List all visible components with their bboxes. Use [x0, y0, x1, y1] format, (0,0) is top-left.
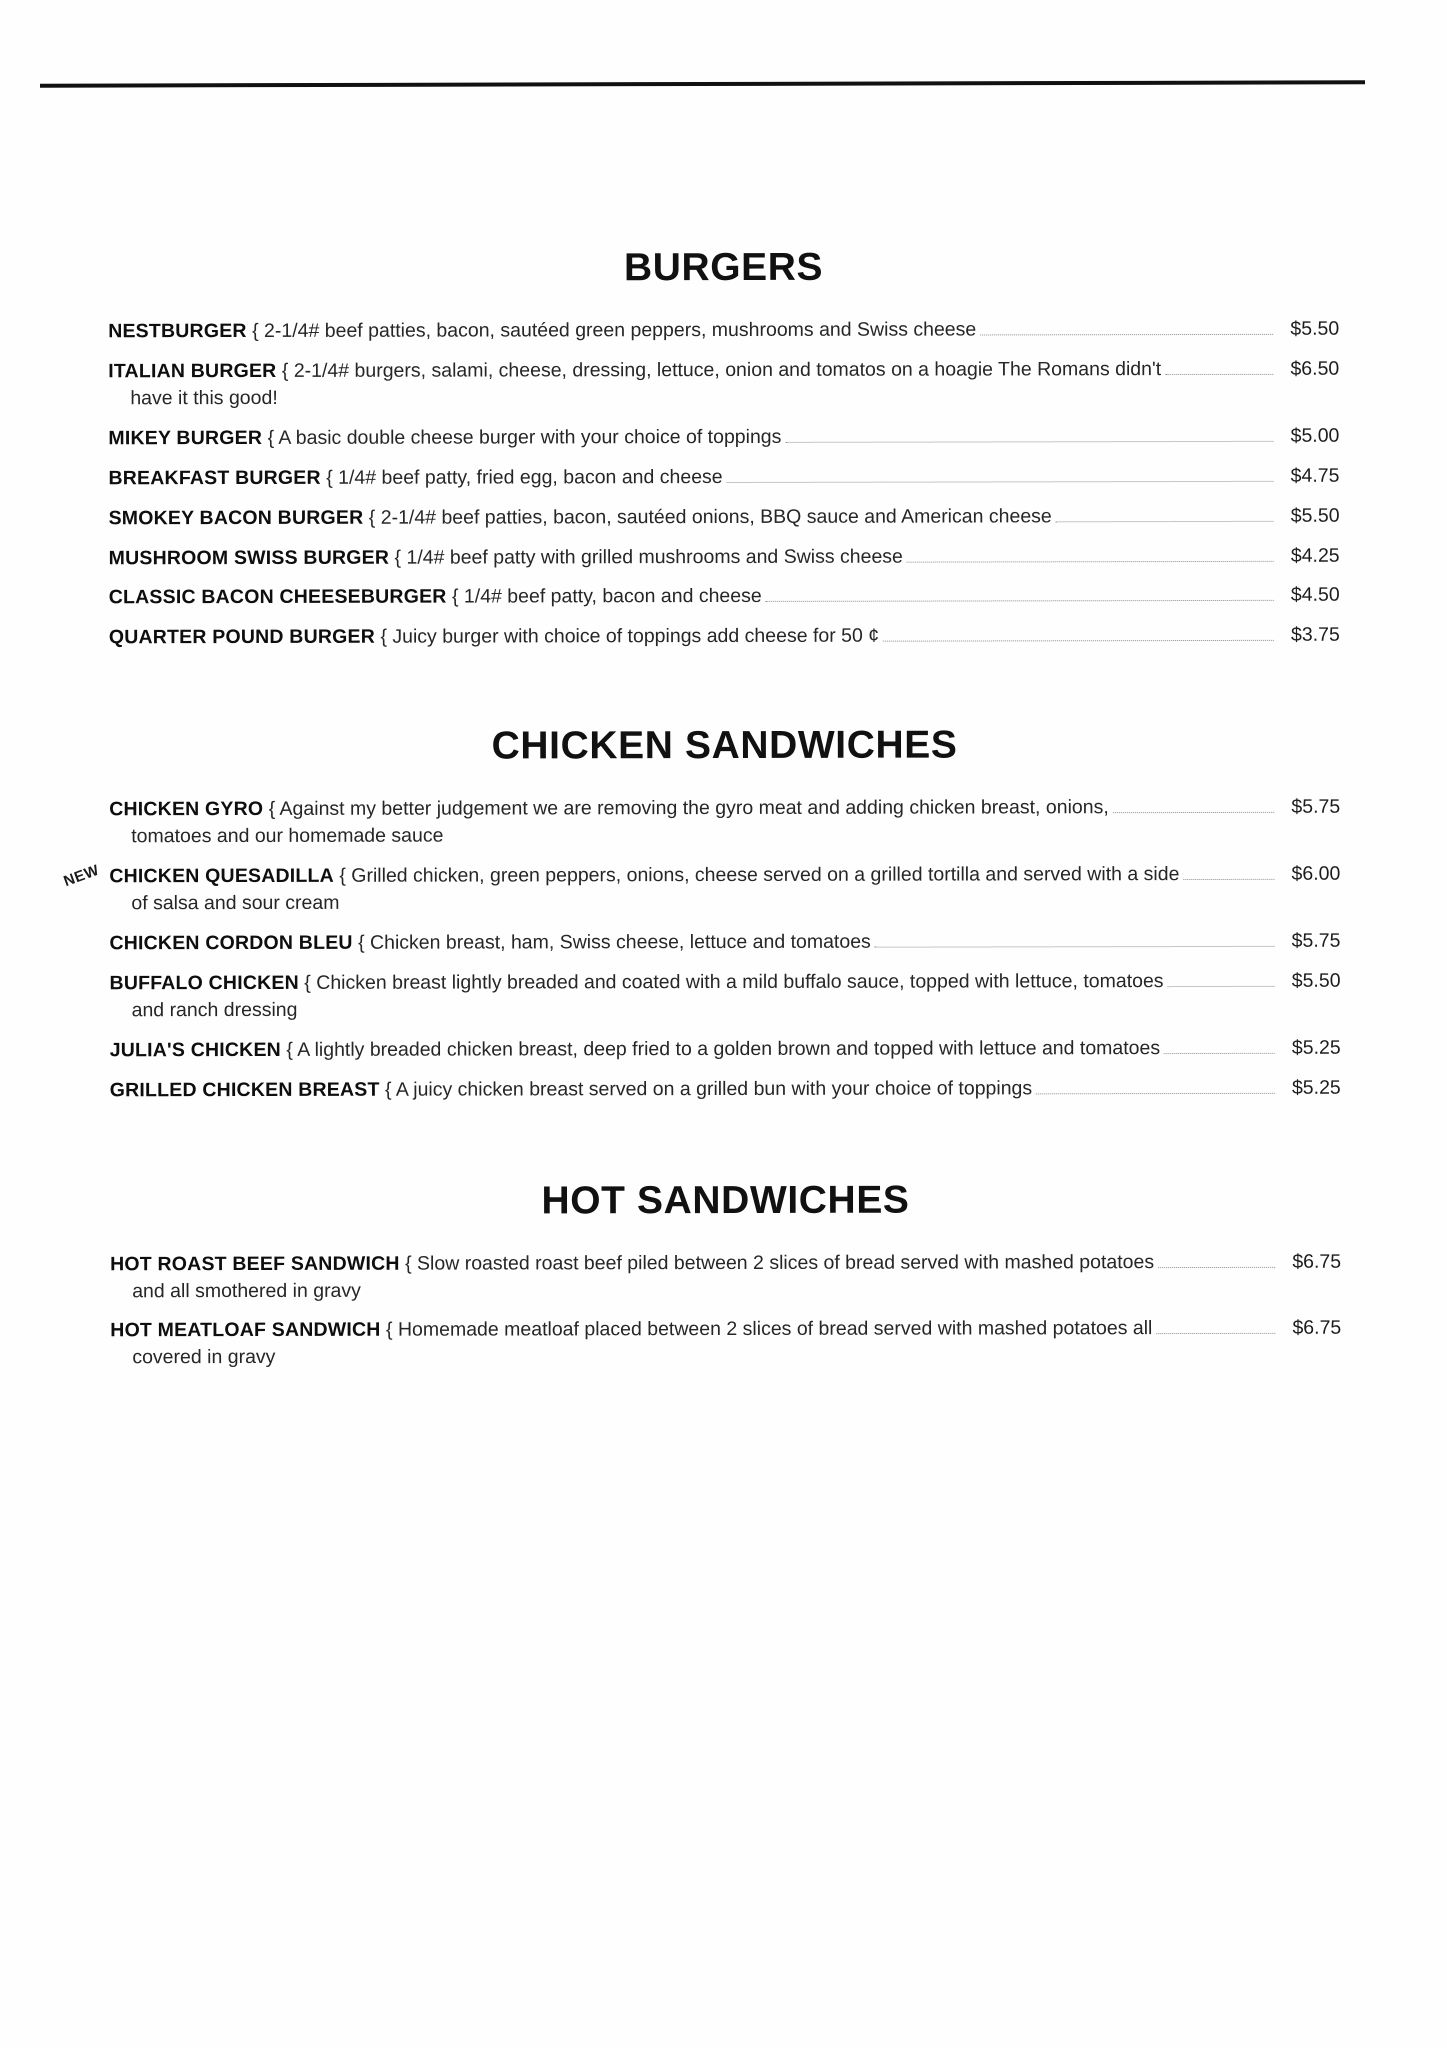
chicken-item-list	[43, 795, 1407, 1104]
item-description: { Against my better judgement we are removing the gyro meat and adding chicken breast, onions,	[268, 796, 1109, 821]
menu-item	[108, 317, 1339, 346]
item-price: $6.00	[1291, 862, 1341, 885]
item-price: $6.75	[1292, 1317, 1342, 1340]
item-description: { Chicken breast, ham, Swiss cheese, lettuce and tomatoes	[358, 930, 871, 954]
item-price: $5.75	[1291, 796, 1341, 819]
item-description: { 2-1/4# beef patties, bacon, sautéed onions, BBQ sauce and American cheese	[368, 504, 1052, 529]
section-title-chicken-sandwiches: CHICKEN SANDWICHES	[491, 723, 958, 768]
item-description-continued: tomatoes and our homemade sauce	[131, 824, 444, 848]
burgers-item-list	[42, 317, 1406, 652]
leader-dots	[1183, 878, 1274, 880]
item-price: $5.50	[1290, 317, 1340, 340]
section-title-hot-sandwiches: HOT SANDWICHES	[541, 1178, 910, 1222]
menu-item	[109, 543, 1340, 572]
item-description-continued: covered in gravy	[132, 1346, 276, 1369]
leader-dots	[1165, 373, 1273, 375]
leader-dots	[1056, 519, 1274, 521]
menu-item	[108, 423, 1339, 452]
item-description: { 1/4# beef patty, fried egg, bacon and cheese	[326, 465, 723, 489]
item-name: MUSHROOM SWISS BURGER	[108, 546, 390, 569]
item-price: $5.50	[1291, 969, 1341, 992]
item-price: $4.25	[1290, 544, 1340, 567]
leader-dots	[766, 599, 1274, 602]
menu-item	[110, 1075, 1341, 1104]
menu-item	[108, 463, 1339, 492]
leader-dots	[875, 945, 1275, 948]
leader-dots	[980, 333, 1273, 336]
item-name: CHICKEN QUESADILLA	[109, 864, 334, 888]
leader-dots	[1113, 811, 1274, 813]
item-description: { Chicken breast lightly breaded and coated with a mild buffalo sauce, topped with lettuce, tomatoes	[304, 969, 1164, 994]
menu-item	[110, 1035, 1341, 1064]
item-name: NESTBURGER	[108, 319, 247, 343]
menu-item	[109, 503, 1340, 532]
item-description-continued: of salsa and sour cream	[131, 891, 340, 915]
item-description: { 2-1/4# beef patties, bacon, sautéed green peppers, mushrooms and Swiss cheese	[252, 318, 977, 342]
leader-dots	[1156, 1332, 1275, 1334]
menu-item	[108, 357, 1339, 412]
item-name: HOT MEATLOAF SANDWICH	[110, 1319, 381, 1342]
item-price: $5.00	[1290, 424, 1340, 447]
item-name: GRILLED CHICKEN BREAST	[109, 1078, 380, 1101]
item-price: $4.75	[1290, 464, 1340, 487]
item-description: { 1/4# beef patty, bacon and cheese	[451, 585, 762, 609]
item-name: CHICKEN CORDON BLEU	[109, 931, 353, 955]
menu-item	[110, 969, 1341, 1024]
item-description: { 1/4# beef patty with grilled mushrooms and Swiss cheese	[394, 545, 903, 569]
item-price: $5.75	[1291, 929, 1341, 952]
item-name: SMOKEY BACON BURGER	[108, 506, 364, 529]
leader-dots	[907, 559, 1274, 562]
leader-dots	[727, 480, 1274, 483]
menu-item	[61, 861, 1341, 917]
item-name: CHICKEN GYRO	[109, 798, 264, 821]
item-description-continued: and ranch dressing	[131, 998, 298, 1022]
section-burgers	[42, 245, 1406, 652]
menu-item	[109, 623, 1340, 652]
item-description: { A juicy chicken breast served on a grilled bun with your choice of toppings	[384, 1077, 1033, 1101]
item-price: $3.75	[1290, 624, 1340, 647]
leader-dots	[1036, 1092, 1275, 1094]
leader-dots	[785, 440, 1273, 443]
leader-dots	[1158, 1265, 1275, 1267]
item-name: BUFFALO CHICKEN	[109, 971, 299, 995]
item-description: { A lightly breaded chicken breast, deep fried to a golden brown and topped with lettuce and tomatoes	[286, 1036, 1161, 1061]
item-price: $5.25	[1291, 1076, 1341, 1099]
item-price: $6.50	[1290, 357, 1340, 380]
item-description-continued: and all smothered in gravy	[132, 1279, 361, 1302]
leader-dots	[1168, 985, 1275, 987]
item-description: { Slow roasted roast beef piled between 2 slices of bread served with mashed potatoes	[405, 1250, 1155, 1275]
item-description-continued: have it this good!	[130, 386, 278, 410]
item-description: { Grilled chicken, green peppers, onions, cheese served on a grilled tortilla and served with a side	[339, 863, 1180, 887]
item-price: $6.75	[1292, 1250, 1342, 1273]
item-description: { Juicy burger with choice of toppings add cheese for 50 ¢	[380, 625, 880, 649]
section-title-burgers: BURGERS	[623, 245, 824, 290]
item-name: ITALIAN BURGER	[108, 359, 277, 383]
leader-dots	[883, 639, 1274, 642]
menu-item	[109, 583, 1340, 612]
item-price: $5.50	[1290, 504, 1340, 527]
new-badge: NEW	[61, 861, 102, 891]
item-name: QUARTER POUND BURGER	[108, 626, 376, 649]
menu-item	[109, 795, 1340, 850]
item-name: MIKEY BURGER	[108, 426, 263, 450]
hot-item-list	[44, 1249, 1407, 1372]
item-name: BREAKFAST BURGER	[108, 466, 321, 489]
item-description: { Homemade meatloaf placed between 2 slices of bread served with mashed potatoes all	[385, 1317, 1153, 1342]
item-name: CLASSIC BACON CHEESEBURGER	[108, 586, 447, 609]
menu-item	[109, 929, 1340, 958]
item-price: $5.25	[1291, 1036, 1341, 1059]
item-description: { 2-1/4# burgers, salami, cheese, dressing, lettuce, onion and tomatos on a hoagie The Romans didn't	[281, 358, 1162, 382]
item-name: HOT ROAST BEEF SANDWICH	[110, 1252, 400, 1275]
leader-dots	[1164, 1052, 1275, 1054]
item-name: JULIA'S CHICKEN	[109, 1038, 281, 1062]
menu-item	[110, 1316, 1341, 1371]
item-description: { A basic double cheese burger with your choice of toppings	[267, 425, 782, 449]
section-hot-sandwiches	[44, 1177, 1407, 1372]
item-price: $4.50	[1290, 584, 1340, 607]
section-chicken-sandwiches	[43, 723, 1407, 1104]
menu-item	[110, 1249, 1341, 1304]
